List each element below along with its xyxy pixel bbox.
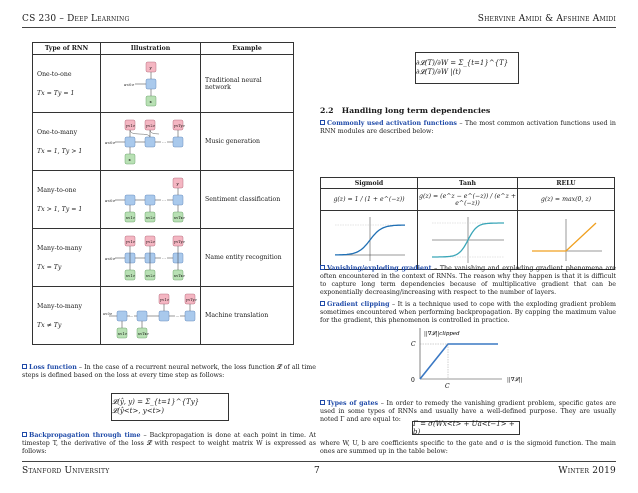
label-dots: … [161, 138, 166, 144]
label-x1: x<1> [117, 331, 127, 336]
rnn-type: One-to-many [37, 128, 78, 136]
label-xT: x<Tx> [173, 215, 185, 220]
rnn-example: Sentiment classification [201, 171, 294, 229]
label-a0: a<0> [102, 311, 112, 316]
table-row [33, 113, 294, 171]
checkbox-bullet-icon [22, 364, 27, 369]
label-a0: a<0> [123, 82, 134, 87]
header-rule [22, 27, 616, 28]
label-x2: x<2> [145, 215, 155, 220]
clipping-chart [390, 324, 550, 390]
loss-title: Loss function [29, 364, 77, 371]
tanh-formula: g(z) = (e^z − e^(−z)) / (e^z + e^(−z)) [418, 189, 518, 211]
clip-c-y: C [411, 341, 416, 348]
rnn-types-table [32, 42, 294, 345]
bptt-equation-box [415, 52, 519, 84]
label-y1: y<1> [125, 239, 135, 244]
activation-table [320, 177, 615, 270]
label-x: x [128, 156, 131, 162]
label-y2: y<2> [145, 123, 155, 128]
clipping-paragraph [320, 301, 616, 325]
label-x1: x<1> [125, 215, 135, 220]
footer-rule [22, 461, 616, 462]
label-x1: x<1> [125, 273, 135, 278]
col-relu: RELU [518, 178, 615, 189]
bptt-text: – Backpropagation is done at each point in time. At timestep T, the derivative of the loss 𝓛 with respect to weight matrix W is expressed as follows: [22, 432, 316, 455]
col-tanh: Tanh [418, 178, 518, 189]
rnn-example: Traditional neural network [201, 55, 294, 113]
gates-text: – In order to remedy the vanishing gradient problem, specific gates are used in some types of RNNs and usually have a well-defined purpose. They are usually noted Γ and are equal to: [320, 400, 617, 423]
label-dots: … [175, 312, 179, 318]
clipping-title: Gradient clipping [327, 301, 390, 308]
col-illustration: Illustration [101, 43, 201, 55]
one-to-one-diagram [103, 56, 199, 112]
rnn-example: Name entity recognition [201, 229, 294, 287]
label-a0: a<0> [104, 256, 115, 261]
label-yT: y<Ty> [173, 123, 185, 128]
rnn-type: Many-to-one [37, 186, 77, 194]
loss-paragraph [22, 364, 316, 380]
page-number: 7 [314, 466, 320, 476]
gates-after-paragraph: where W, U, b are coefficients specific to the gate and σ is the sigmoid function. The main ones are summed up in the table below: [320, 440, 616, 455]
table-row [33, 55, 294, 113]
label-x: x [149, 98, 152, 104]
clip-y-label: ||∇𝓛||clipped [424, 331, 460, 337]
rnn-type: Many-to-many [37, 244, 82, 252]
one-to-many-diagram [103, 114, 199, 170]
label-dots: … [161, 254, 166, 260]
many-to-many-unequal-diagram [103, 288, 199, 344]
label-yT: y<Ty> [173, 239, 185, 244]
clip-zero: 0 [411, 377, 415, 384]
gate-equation-box [412, 421, 520, 435]
col-example: Example [201, 43, 294, 55]
sigmoid-formula: g(z) = 1 / (1 + e^(−z)) [321, 189, 418, 211]
col-sigmoid: Sigmoid [321, 178, 418, 189]
rnn-example: Music generation [201, 113, 294, 171]
header-right: Shervine Amidi & Afshine Amidi [477, 14, 616, 24]
table-row [33, 229, 294, 287]
rnn-type: One-to-one [37, 70, 72, 78]
label-a0: a<0> [104, 198, 115, 203]
checkbox-bullet-icon [22, 432, 27, 437]
table-row [33, 171, 294, 229]
section-title: Handling long term dependencies [341, 106, 491, 115]
label-dots: … [161, 196, 166, 202]
clip-x-label: ||∇𝓛|| [507, 377, 523, 383]
activation-text: – The most common activation functions used in RNN modules are described below: [320, 120, 616, 135]
sigmoid-plot [321, 211, 417, 267]
rnn-cond: Tx ≠ Ty [37, 321, 62, 329]
relu-formula: g(z) = max(0, z) [518, 189, 615, 211]
activation-paragraph [320, 120, 616, 136]
clipping-curve [420, 344, 498, 379]
vanishing-paragraph [320, 265, 616, 297]
table-row [321, 211, 615, 270]
footer-right: Winter 2019 [558, 466, 616, 476]
checkbox-bullet-icon [320, 120, 325, 125]
activation-title: Commonly used activation functions [327, 120, 457, 127]
label-xT: x<Tx> [137, 331, 149, 336]
label-yT: y<Ty> [185, 297, 197, 302]
bptt-title: Backpropagation through time [29, 432, 141, 439]
rnn-cond: Tx = Ty = 1 [37, 89, 75, 97]
rnn-example: Machine translation [201, 287, 294, 345]
loss-equation: 𝓛(ŷ, y) = Σ_{t=1}^{Ty} 𝓛(ŷ<t>, y<t>) [112, 398, 200, 415]
label-y: y [149, 64, 152, 70]
label-y1: y<1> [125, 123, 135, 128]
bptt-equation: ∂𝓛(T)/∂W = Σ_{t=1}^{T} ∂𝓛(T)/∂W |(t) [416, 59, 509, 76]
relu-curve [532, 223, 596, 251]
checkbox-bullet-icon [320, 301, 325, 306]
tanh-plot [420, 211, 516, 267]
vanishing-text: – The vanishing and exploding gradient phenomena are often encountered in the context of RNNs. The reason why they happen is that it is difficult to capture long term dependencies because of multiplicative gradient that can be exponentially decreasing/increasing with respect to the number of layers. [320, 265, 616, 296]
table-row [33, 287, 294, 345]
clip-c-x: C [445, 383, 450, 390]
checkbox-bullet-icon [320, 265, 325, 270]
rnn-cond: Tx = Ty [37, 263, 62, 271]
gates-title: Types of gates [327, 400, 379, 407]
many-to-many-equal-diagram [103, 230, 199, 286]
label-dots: … [129, 312, 133, 318]
label-a0: a<0> [104, 140, 115, 145]
rnn-cond: Tx = 1, Ty > 1 [37, 147, 83, 155]
table-row [321, 189, 615, 211]
relu-plot [518, 211, 614, 267]
gate-equation: Γ = σ(Wx<t> + Ua<t−1> + b) [413, 420, 515, 436]
rnn-cond: Tx > 1, Ty = 1 [37, 205, 83, 213]
label-x2: x<2> [145, 273, 155, 278]
label-y2: y<2> [145, 239, 155, 244]
section-number: 2.2 [320, 106, 334, 115]
many-to-one-diagram [103, 172, 199, 228]
label-y1: y<1> [159, 297, 169, 302]
footer-left: Stanford University [22, 466, 110, 476]
loss-text: – In the case of a recurrent neural network, the loss function 𝓛 of all time steps is defined based on the loss at every time step as follows: [22, 364, 316, 379]
label-xT: x<Tx> [173, 273, 185, 278]
bptt-paragraph [22, 432, 316, 456]
loss-equation-box [111, 393, 229, 421]
clipping-text: – It is a technique used to cope with the exploding gradient problem sometimes encountered when performing backpropagation. By capping the maximum value for the gradient, this phenomenon is controlled in practice. [320, 301, 616, 324]
col-type: Type of RNN [33, 43, 101, 55]
vanishing-title: Vanishing/exploding gradient [327, 265, 432, 272]
section-heading [320, 106, 490, 115]
label-y: y [176, 180, 179, 186]
rnn-type: Many-to-many [37, 302, 82, 310]
header-left: CS 230 – Deep Learning [22, 14, 130, 24]
table-header-row [321, 178, 615, 189]
checkbox-bullet-icon [320, 400, 325, 405]
table-header-row [33, 43, 294, 55]
